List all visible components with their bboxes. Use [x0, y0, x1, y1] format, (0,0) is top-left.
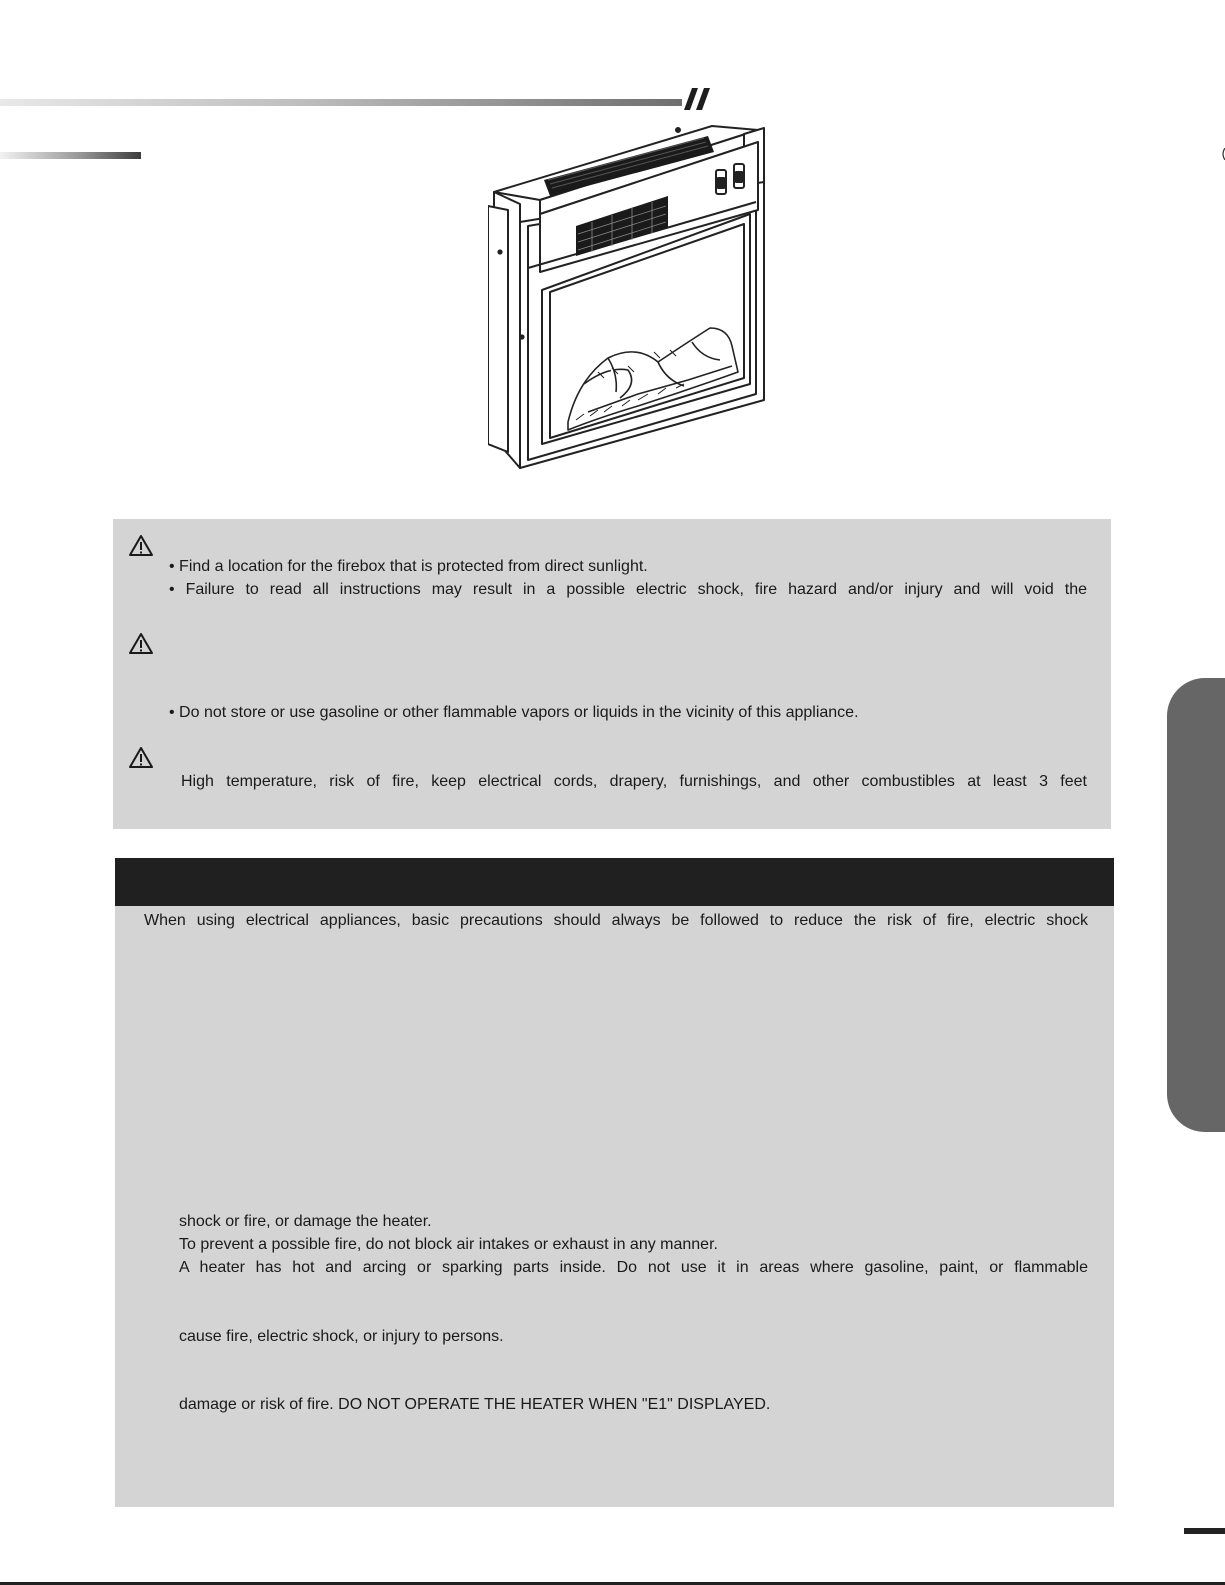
warning-triangle-icon [128, 746, 154, 770]
warning-high-temperature-text: High temperature, risk of fire, keep electrical cords, drapery, furnishings, and other combustibles at least 3 feet [181, 773, 1087, 790]
safety-e1-text: damage or risk of fire. DO NOT OPERATE THE HEATER WHEN "E1" DISPLAYED. [179, 1396, 771, 1413]
safety-air-intakes-text: To prevent a possible fire, do not block air intakes or exhaust in any manner. [179, 1236, 718, 1253]
safety-instructions-panel [115, 906, 1114, 1507]
warning-triangle-icon [128, 534, 154, 558]
firebox-illustration [488, 122, 778, 474]
page-number-mark [1184, 1528, 1225, 1534]
double-slash-mark [684, 88, 714, 110]
safety-injury-text: cause fire, electric shock, or injury to persons. [179, 1328, 504, 1345]
header-gradient-rule [0, 99, 682, 106]
warning-gasoline-text: • Do not store or use gasoline or other flammable vapors or liquids in the vicinity of this appliance. [169, 704, 859, 721]
safety-shock-text: shock or fire, or damage the heater. [179, 1213, 432, 1230]
safety-arcing-text: A heater has hot and arcing or sparking parts inside. Do not use it in areas where gasoline, paint, or flammable [179, 1259, 1088, 1276]
side-section-tab [1167, 678, 1225, 1132]
warning-triangle-icon [128, 632, 154, 656]
warning-panel [113, 519, 1111, 829]
safety-intro-text: When using electrical appliances, basic precautions should always be followed to reduce the risk of fire, electric shock [144, 912, 1088, 929]
warning-sunlight-text: • Find a location for the firebox that is protected from direct sunlight. [169, 558, 648, 575]
warning-read-instructions-text: • Failure to read all instructions may result in a possible electric shock, fire hazard and/or injury and will void the [169, 581, 1087, 598]
edge-bracket-mark [1221, 148, 1225, 160]
safety-section-header-bar [115, 858, 1114, 906]
section-gradient-rule [0, 152, 141, 159]
